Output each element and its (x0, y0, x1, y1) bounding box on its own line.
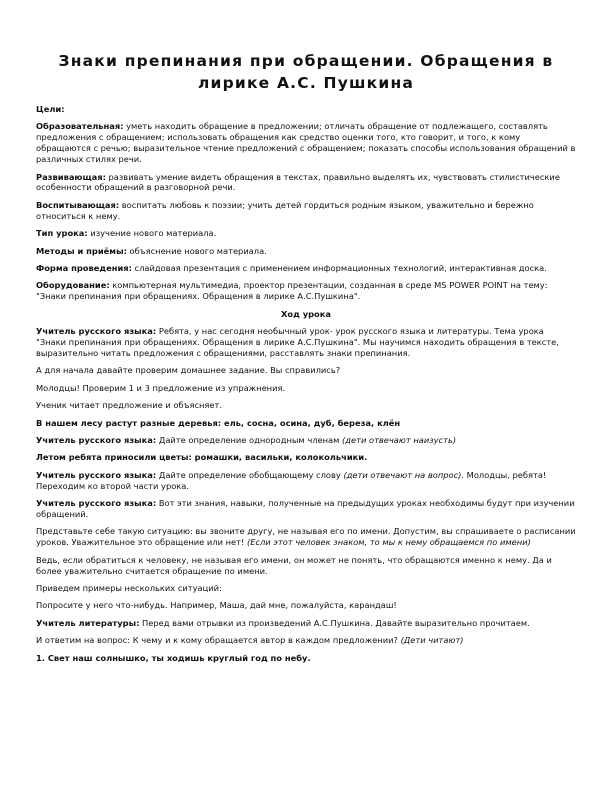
teacher-generalizing-text: Дайте определение обобщающему слову (156, 469, 344, 480)
teacher-literature-label: Учитель литературы: (36, 617, 140, 628)
lesson-methods-label: Методы и приёмы: (36, 245, 127, 256)
teacher-skills (36, 498, 576, 520)
goal-developing-label: Развивающая: (36, 171, 106, 182)
goals-heading: Цели: (36, 104, 65, 114)
example-forest: В нашем лесу растут разные деревья: ель, сосна, осина, дуб, береза, клён (36, 417, 401, 428)
lesson-equipment-text: компьютерная мультимедиа, проектор презентации, созданная в среде MS POWER POINT на тему: "Знаки препинания при обращениях. Обращения в лирике А.С.Пушкина". (36, 280, 548, 302)
imagine-situation-note: (Если этот человек знаком, то мы к нему обращаемся по имени) (246, 537, 531, 548)
lesson-form-text: слайдовая презентация с применением информационных технологий, интерактивная доска. (131, 262, 547, 273)
course-heading: Ход урока (281, 308, 331, 319)
teacher-skills-label: Учитель русского языка: (36, 498, 157, 509)
lesson-equipment-label: Оборудование: (36, 280, 110, 291)
lesson-form-label: Форма проведения: (36, 262, 132, 273)
teacher-generalizing-label: Учитель русского языка: (36, 469, 157, 480)
lesson-form (36, 263, 576, 274)
homework-check: А для начала давайте проверим домашнее задание. Вы справились? (36, 365, 341, 376)
student-reads: Ученик читает предложение и объясняет. (36, 400, 222, 411)
goal-educational-label: Образовательная: (36, 121, 124, 132)
teacher-generalizing (36, 470, 576, 492)
teacher-homogeneous-label: Учитель русского языка: (36, 434, 157, 445)
goal-educating-label: Воспитывающая: (36, 199, 120, 210)
teacher-homogeneous-text: Дайте определение однородным членам (156, 434, 343, 445)
teacher-generalizing-text2: Молодцы, ребята! Переходим ко второй части урока. (36, 469, 547, 491)
teacher-intro-text: Ребята, у нас сегодня необычный урок- урок русского языка и литературы. Тема урока "Знаки препинания при обращениях. Обращения в лирике А.С.Пушкина". Мы научимся находить обращения в тексте, выразительно читать предложения с обращениями, расставлять знаки препинания. (36, 326, 559, 358)
example-sun: 1. Свет наш солнышко, ты ходишь круглый год по небу. (36, 652, 311, 663)
imagine-situation (36, 526, 576, 548)
answer-question-note: (Дети читают) (400, 635, 464, 646)
teacher-literature (36, 618, 576, 629)
lesson-methods (36, 246, 576, 257)
teacher-homogeneous (36, 435, 576, 446)
teacher-literature-text: Перед вами отрывки из произведений А.С.Пушкина. Давайте выразительно прочитаем. (139, 617, 530, 628)
teacher-homogeneous-note: (дети отвечают наизусть) (342, 434, 457, 445)
answer-question-text: И ответим на вопрос: К чему и к кому обращается автор в каждом предложении? (36, 635, 401, 646)
teacher-skills-text: Вот эти знания, навыки, полученные на предыдущих уроках необходимы будут при изучении обращений. (36, 498, 575, 519)
examples-intro: Приведем примеры нескольких ситуаций: (36, 583, 222, 593)
page-title: Знаки препинания при обращении. Обращения в лирике А.С. Пушкина (58, 52, 554, 92)
teacher-intro-label: Учитель русского языка: (36, 326, 157, 337)
goal-developing (36, 172, 576, 194)
lesson-type-text: изучение нового материала. (87, 228, 217, 239)
lesson-equipment (36, 280, 576, 302)
goal-developing-text: развивать умение видеть обращения в текстах, правильно выделять их, чувствовать стилистические особенности обращений в разговорной речи. (36, 171, 560, 193)
example-summer: Летом ребята приносили цветы: ромашки, васильки, колокольчики. (36, 452, 368, 463)
ask-example: Попросите у него что-нибудь. Например, Маша, дай мне, пожалуйста, карандаш! (36, 600, 397, 611)
address-by-name: Ведь, если обратиться к человеку, не называя его имени, он может не понять, что обращаются именно к нему. Да и более уважительно считается обращение по имени. (36, 554, 552, 576)
teacher-intro (36, 326, 576, 359)
goal-educating-text: воспитать любовь к поэзии; учить детей гордиться родным языком, уважительно и бережно относиться к нему. (36, 199, 534, 221)
lesson-type (36, 228, 576, 239)
goal-educational-text: уметь находить обращение в предложении; отличать обращение от подлежащего, составлять предложения с обращением; использовать обращения как средство оценки того, кто говорит, и того, к кому обращаются с речью; выразительное чтение предложений с обращением; показать способы использования обращений в различных стилях речи. (36, 121, 576, 165)
imagine-situation-text: Представьте себе такую ситуацию: вы звоните другу, не называя его по имени. Допустим, вы спрашиваете о расписании уроков. Уважительное это обращение или нет! (36, 526, 576, 548)
lesson-methods-text: объяснение нового материала. (126, 245, 267, 256)
teacher-generalizing-note: (дети отвечают на вопрос). (343, 469, 465, 480)
goal-educating (36, 200, 576, 222)
answer-question (36, 635, 576, 646)
goal-educational (36, 121, 576, 165)
praise-line: Молодцы! Проверим 1 и 3 предложение из упражнения. (36, 382, 286, 393)
lesson-type-label: Тип урока: (36, 228, 88, 239)
